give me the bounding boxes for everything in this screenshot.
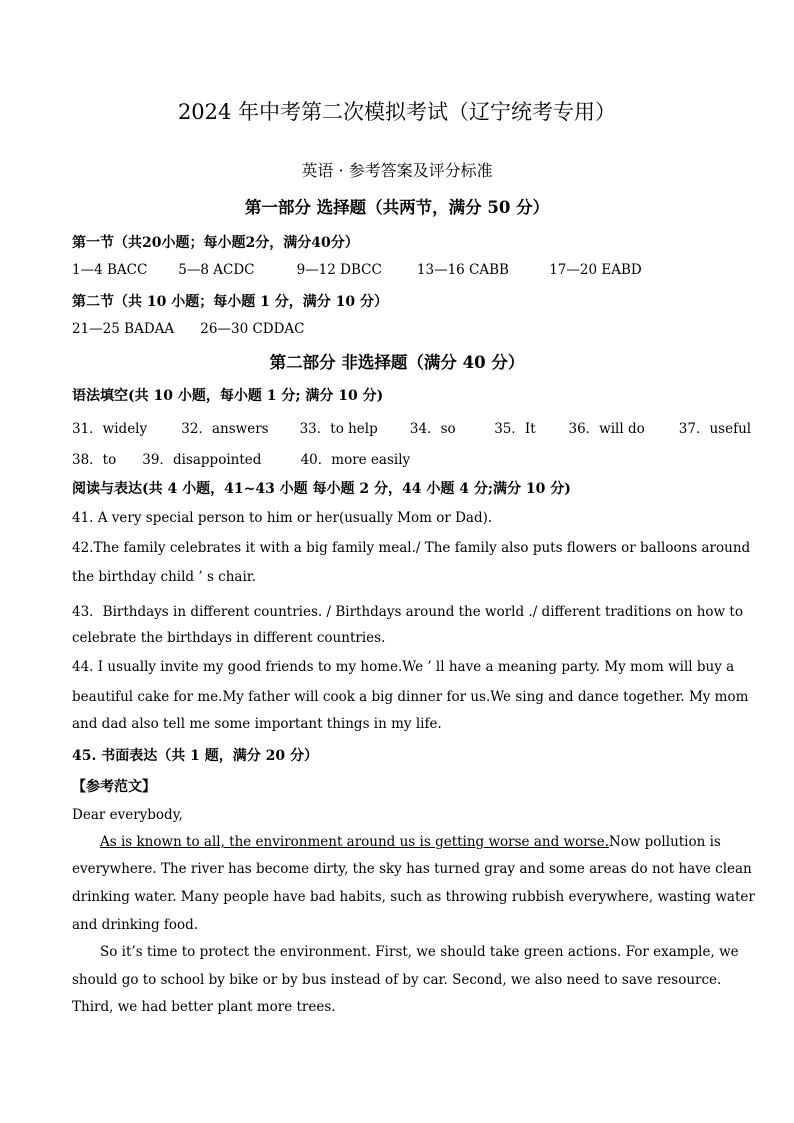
grammar-answer: 32．answers (181, 421, 269, 437)
answer-group: 13—16 CABB (416, 262, 509, 278)
part2-heading: 第二部分 非选择题（满分 40 分） (269, 353, 525, 372)
essay-paragraph-1-line (100, 834, 721, 850)
section1-heading: 第一节（共20小题；每小题2分，满分40分） (72, 235, 359, 251)
answer-43-line: 43．Birthdays in different countries. / Birthdays around the world ./ different traditions on how to (72, 604, 743, 620)
essay-text: Now pollution is (608, 834, 721, 850)
answer-42-line: the birthday child ’ s chair. (72, 569, 257, 585)
answer-44-line: and dad also tell me some important things in my life. (72, 716, 442, 732)
grammar-answer: 35．It (494, 421, 536, 437)
sample-essay-label: 【参考范文】 (72, 779, 156, 795)
grammar-answer: 39．disappointed (142, 452, 262, 468)
essay-paragraph-2-line: Third, we had better plant more trees. (72, 999, 336, 1015)
section2-heading: 第二节（共 10 小题；每小题 1 分，满分 10 分） (72, 294, 388, 310)
answer-group: 1—4 BACC (72, 262, 148, 278)
answer-group: 5—8 ACDC (178, 262, 255, 278)
answer-43-line: celebrate the birthdays in different countries. (72, 630, 386, 646)
writing-heading: 45. 书面表达（共 1 题，满分 20 分） (72, 748, 318, 764)
grammar-answer: 34．so (409, 421, 456, 437)
essay-paragraph-1-line: and drinking food. (72, 917, 199, 933)
grammar-answer: 36．will do (568, 421, 645, 437)
section1-answers (72, 262, 642, 278)
reading-heading: 阅读与表达(共 4 小题，41~43 小题 每小题 2 分，44 小题 4 分;满分 10 分) (72, 481, 571, 497)
answer-42-line: 42.The family celebrates it with a big family meal./ The family also puts flowers or balloons around (72, 540, 751, 556)
essay-paragraph-2-line: should go to school by bike or by bus instead of by car. Second, we also need to save resource. (72, 972, 722, 988)
page-subtitle: 英语 · 参考答案及评分标准 (301, 161, 493, 180)
answer-group: 17—20 EABD (549, 262, 642, 278)
grammar-answer: 38．to (72, 452, 117, 468)
part1-heading: 第一部分 选择题（共两节，满分 50 分） (244, 198, 550, 217)
section2-answers (72, 321, 305, 337)
essay-greeting: Dear everybody, (72, 807, 183, 823)
answer-group: 9—12 DBCC (296, 262, 382, 278)
answer-44-line: 44. I usually invite my good friends to my home.We ’ ll have a meaning party. My mom will buy a (72, 659, 735, 675)
grammar-answer: 37．useful (678, 421, 752, 437)
answer-group: 26—30 CDDAC (200, 321, 305, 337)
grammar-heading: 语法填空(共 10 小题，每小题 1 分; 满分 10 分) (72, 388, 384, 404)
essay-paragraph-1-line: drinking water. Many people have bad habits, such as throwing rubbish everywhere, wasting water (72, 889, 755, 905)
answer-group: 21—25 BADAA (72, 321, 175, 337)
essay-underlined-sentence: As is known to all, the environment around us is getting worse and worse. (100, 834, 609, 850)
answer-44-line: beautiful cake for me.My father will cook a big dinner for us.We sing and dance together. My mom (72, 689, 749, 705)
grammar-row-1 (72, 417, 751, 437)
grammar-answer: 33．to help (299, 421, 378, 437)
answer-41: 41. A very special person to him or her(usually Mom or Dad). (72, 510, 493, 526)
page-title: 2024 年中考第二次模拟考试（辽宁统考专用） (177, 100, 617, 124)
essay-paragraph-2-line: So it’s time to protect the environment. First, we should take green actions. For example, we (100, 944, 739, 960)
essay-paragraph-1-line: everywhere. The river has become dirty, the sky has turned gray and some areas do not have clean (72, 861, 752, 877)
grammar-answer: 40．more easily (300, 452, 411, 468)
grammar-answer: 31．widely (72, 421, 148, 437)
grammar-row-2 (72, 448, 410, 468)
